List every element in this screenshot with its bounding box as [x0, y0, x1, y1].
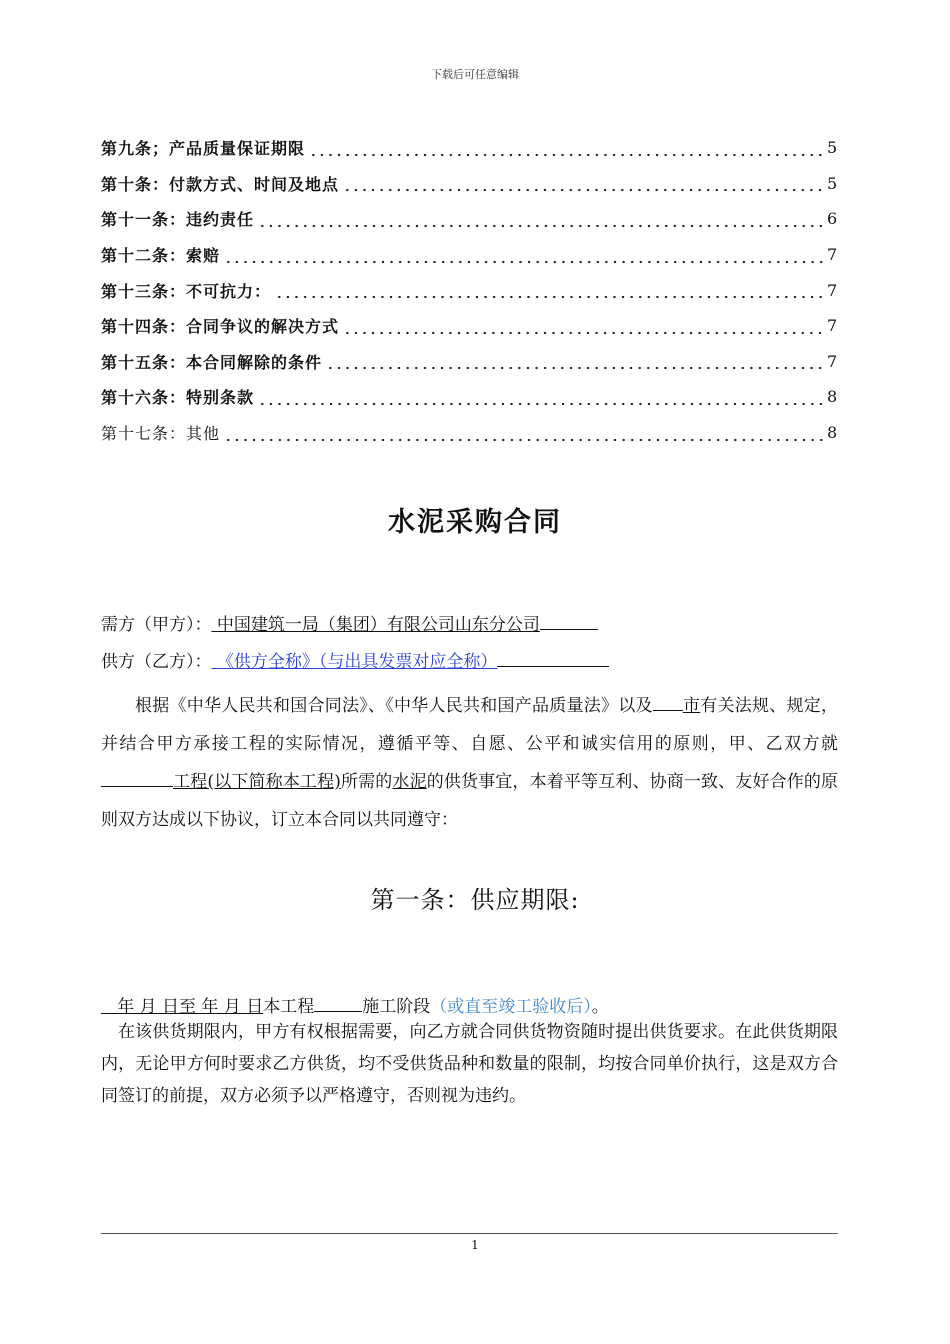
footer-divider [101, 1233, 838, 1234]
toc-entry-page: 8 [827, 423, 838, 443]
party-b-blank [497, 648, 609, 667]
toc-entry-label: 第十六条：特别条款 [101, 388, 255, 408]
toc-entry[interactable] [101, 201, 837, 237]
toc-entry[interactable] [101, 130, 837, 166]
toc-leader-dots [343, 174, 823, 192]
city-field: 市 [682, 696, 701, 716]
article-1-title: 第一条：供应期限: [370, 886, 580, 914]
toc-entry-label: 第十三条：不可抗力： [101, 281, 272, 301]
project-field: 工程(以下简称本工程) [173, 772, 341, 792]
toc-leader-dots [343, 317, 823, 335]
toc-entry-label: 第十二条：索赔 [101, 246, 221, 266]
supply-period-line: 年 月 日至 年 月 日本工程 施工阶段（或直至竣工验收后）。 [101, 988, 838, 1026]
toc-entry[interactable] [101, 272, 837, 308]
toc-entry[interactable] [101, 344, 837, 380]
toc-entry-page: 7 [827, 245, 838, 265]
document-title: 水泥采购合同 [388, 507, 562, 538]
party-a-line [101, 610, 598, 635]
date-range-field: 年 月 日至 年 月 日 [117, 997, 264, 1017]
article-1-body: 在该供货期限内，甲方有权根据需要，向乙方就合同供货物资随时提出供货要求。在此供货期限内，无论甲方何时要求乙方供货，均不受供货品种和数量的限制，均按合同单价执行，这是双方合同签订的前提，双方必须予以严格遵守，否则视为违约。 [101, 1022, 838, 1106]
toc-entry-label: 第九条；产品质量保证期限 [101, 139, 306, 159]
party-a-label: 需方（甲方）： [101, 615, 212, 635]
toc-leader-dots [258, 388, 823, 406]
party-b-value: 《供方全称》（与出具发票对应全称） [216, 652, 498, 672]
toc-entry-page: 5 [827, 138, 838, 158]
toc-leader-dots [224, 246, 823, 264]
toc-leader-dots [326, 352, 823, 370]
toc-entry-page: 7 [827, 316, 838, 336]
toc-entry[interactable] [101, 379, 837, 415]
toc-leader-dots [258, 210, 823, 228]
stage-blank [314, 994, 362, 1012]
toc-entry-page: 8 [827, 387, 838, 407]
toc-entry[interactable] [101, 415, 837, 451]
toc-entry-page: 7 [827, 351, 838, 371]
toc-entry-label: 第十四条：合同争议的解决方式 [101, 317, 340, 337]
toc-entry-page: 5 [827, 173, 838, 193]
party-a-blank [540, 611, 598, 630]
party-b-line [101, 647, 609, 672]
toc-entry-page: 6 [827, 209, 838, 229]
material-field: 水泥 [392, 772, 427, 792]
completion-note: （或直至竣工验收后） [430, 997, 592, 1017]
toc-entry-label: 第十五条：本合同解除的条件 [101, 352, 323, 372]
intro-paragraph: 根据《中华人民共和国合同法》、《中华人民共和国产品质量法》以及 市有关法规、规定，并结合甲方承接工程的实际情况，遵循平等、自愿、公平和诚实信用的原则，甲、乙双方就工程(以下简称本工程)所需的水泥的供货事宜，本着平等互利、协商一致、友好合作的原则双方达成以下协议，订立本合同以共同遵守： [101, 687, 838, 839]
table-of-contents [101, 130, 837, 450]
toc-entry[interactable] [101, 166, 837, 202]
page-number: 1 [471, 1238, 479, 1252]
toc-leader-dots [309, 139, 823, 157]
toc-entry[interactable] [101, 308, 837, 344]
project-blank [101, 769, 173, 787]
toc-entry-page: 7 [827, 280, 838, 300]
toc-leader-dots [275, 281, 823, 299]
toc-entry-label: 第十一条：违约责任 [101, 210, 255, 230]
toc-entry[interactable] [101, 237, 837, 273]
party-a-value: 中国建筑一局（集团）有限公司山东分公司 [216, 615, 540, 635]
toc-leader-dots [224, 424, 823, 442]
city-blank [653, 693, 683, 711]
toc-entry-label: 第十七条：其他 [101, 424, 221, 444]
header-note: 下载后可任意编辑 [431, 68, 519, 81]
toc-entry-label: 第十条：付款方式、时间及地点 [101, 174, 340, 194]
party-b-label: 供方（乙方）： [101, 652, 212, 672]
